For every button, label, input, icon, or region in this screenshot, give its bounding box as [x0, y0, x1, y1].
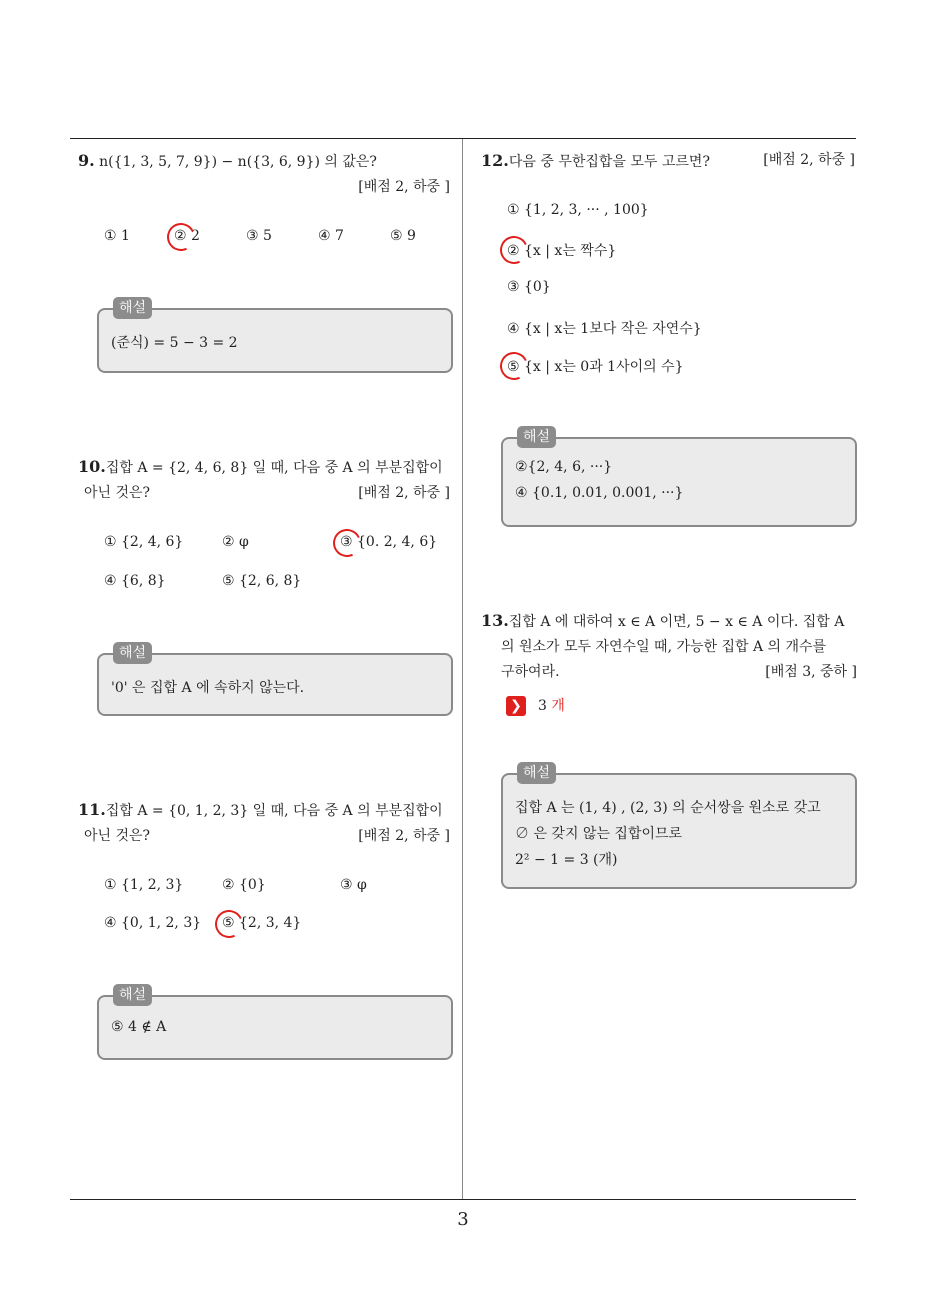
- points-label: [배점 2, 하중 ]: [358, 179, 450, 195]
- option-5[interactable]: ⑤ {x | x는 0과 1사이의 수}: [507, 359, 684, 375]
- solution-tag: 해설: [517, 426, 556, 448]
- question-text-line1: 집합 A = {2, 4, 6, 8} 일 때, 다음 중 A 의 부분집합이: [105, 460, 443, 476]
- option-5[interactable]: ⑤ {2, 6, 8}: [222, 573, 302, 589]
- column-divider: [462, 139, 463, 1199]
- question-number: 11.: [78, 800, 106, 819]
- question-9: [78, 148, 450, 200]
- question-number: 10.: [78, 457, 106, 476]
- option-4[interactable]: ④ {0, 1, 2, 3}: [104, 915, 202, 931]
- solution-box: [97, 300, 453, 373]
- option-4[interactable]: ④ 7: [318, 228, 344, 244]
- option-1[interactable]: ① {2, 4, 6}: [104, 534, 184, 550]
- page-number: 3: [457, 1209, 469, 1230]
- question-text-line3: 구하여라.: [501, 664, 560, 680]
- points-label: [배점 2, 하중 ]: [358, 485, 450, 501]
- solution-line: ⑤ 4 ∉ A: [111, 1019, 167, 1035]
- answer-text: [538, 695, 565, 715]
- question-11: [78, 797, 450, 849]
- answer-unit: 개: [551, 698, 565, 714]
- option-4[interactable]: ④ {x | x는 1보다 작은 자연수}: [507, 321, 702, 337]
- solution-box: [501, 765, 857, 889]
- solution-line: 2² − 1 = 3 (개): [515, 852, 618, 868]
- option-2[interactable]: ② {x | x는 짝수}: [507, 243, 617, 259]
- question-number: 9.: [78, 151, 95, 170]
- bottom-rule: [70, 1199, 856, 1200]
- option-1[interactable]: ① 1: [104, 228, 130, 244]
- question-12: [481, 148, 855, 175]
- option-3[interactable]: ③ {0. 2, 4, 6}: [340, 534, 438, 550]
- solution-line: ∅ 은 갖지 않는 집합이므로: [515, 826, 683, 842]
- answer-circle-mark: [496, 348, 532, 384]
- option-3[interactable]: ③ φ: [340, 877, 367, 893]
- question-text-line2: 아닌 것은?: [84, 485, 151, 501]
- solution-tag: 해설: [113, 984, 152, 1006]
- question-text-line1: 집합 A = {0, 1, 2, 3} 일 때, 다음 중 A 의 부분집합이: [105, 803, 443, 819]
- solution-line: 집합 A 는 (1, 4) , (2, 3) 의 순서쌍을 원소로 갖고: [515, 800, 821, 816]
- solution-tag: 해설: [517, 762, 556, 784]
- option-2[interactable]: ② {0}: [222, 877, 266, 893]
- option-5[interactable]: ⑤ {2, 3, 4}: [222, 915, 302, 931]
- solution-line: ②{2, 4, 6, ···}: [515, 459, 613, 475]
- solution-box: [501, 429, 857, 527]
- option-5[interactable]: ⑤ 9: [390, 228, 416, 244]
- option-2[interactable]: ② 2: [174, 228, 200, 244]
- answer-value: 3: [538, 698, 547, 714]
- solution-tag: 해설: [113, 642, 152, 664]
- solution-line: ④ {0.1, 0.01, 0.001, ···}: [515, 485, 684, 501]
- solution-line: '0' 은 집합 A 에 속하지 않는다.: [111, 680, 305, 696]
- arrow-right-icon: ❯: [506, 696, 526, 716]
- option-4[interactable]: ④ {6, 8}: [104, 573, 166, 589]
- top-rule: [70, 138, 856, 139]
- option-1[interactable]: ① {1, 2, 3, ··· , 100}: [507, 202, 649, 218]
- points-label: [배점 2, 하중 ]: [763, 152, 855, 168]
- answer-circle-mark: [496, 232, 532, 268]
- question-text: 다음 중 무한집합을 모두 고르면?: [508, 154, 710, 170]
- points-label: [배점 2, 하중 ]: [358, 828, 450, 844]
- option-3[interactable]: ③ {0}: [507, 279, 551, 295]
- answer-circle-mark: [329, 525, 365, 561]
- question-text-line2: 의 원소가 모두 자연수일 때, 가능한 집합 A 의 개수를: [501, 639, 827, 655]
- solution-box: [97, 987, 453, 1060]
- answer-circle-mark: [211, 906, 247, 942]
- question-text-line1: 집합 A 에 대하여 x ∈ A 이면, 5 − x ∈ A 이다. 집합 A: [508, 614, 845, 630]
- option-2[interactable]: ② φ: [222, 534, 249, 550]
- question-text-line2: 아닌 것은?: [84, 828, 151, 844]
- solution-line: (준식) = 5 − 3 = 2: [111, 335, 238, 351]
- points-label: [배점 3, 중하 ]: [765, 664, 857, 680]
- question-10: [78, 454, 450, 506]
- option-1[interactable]: ① {1, 2, 3}: [104, 877, 184, 893]
- question-number: 12.: [481, 151, 509, 170]
- option-3[interactable]: ③ 5: [246, 228, 272, 244]
- question-number: 13.: [481, 611, 509, 630]
- solution-tag: 해설: [113, 297, 152, 319]
- answer-circle-mark: [163, 219, 199, 255]
- question-13: [481, 608, 857, 685]
- question-text: n({1, 3, 5, 7, 9}) − n({3, 6, 9}) 의 값은?: [99, 154, 377, 170]
- solution-box: [97, 645, 453, 716]
